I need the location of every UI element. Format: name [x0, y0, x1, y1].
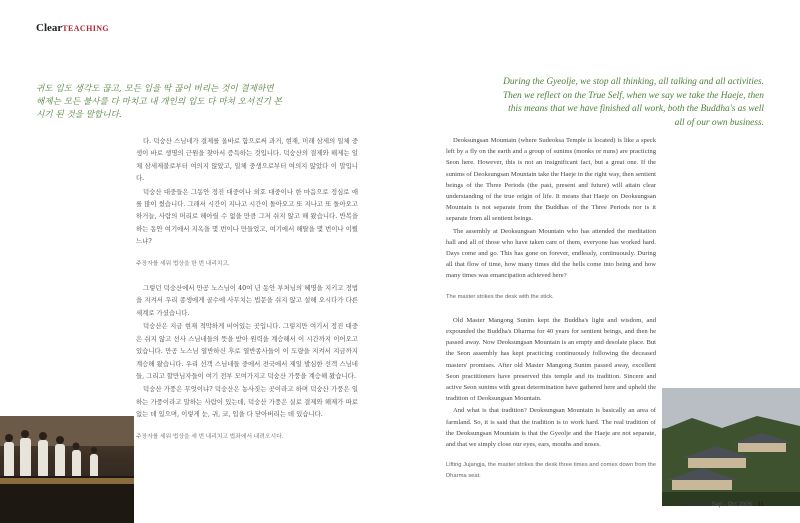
monks-photo	[0, 416, 134, 523]
page-footer	[679, 501, 764, 508]
temple-photo-illustration	[662, 388, 800, 506]
english-column	[446, 135, 656, 495]
magazine-name: Clear	[36, 22, 63, 34]
korean-pull-quote: 귀도 입도 생각도 끊고, 모든 입을 딱 끊어 버리는 것이 결제하면 해제는 모든 불사를 다 마치고 내 개인의 입도 다 마쳐 오셔진기 본시기 된 것을 말합니다.	[36, 84, 282, 120]
page-number: 11	[757, 502, 764, 508]
english-paragraph: And what is that tradition? Deoksungsan Mountain is basically an area of farmland. So, it is said that the tradition is to work hard. The real tradition of the Deoksungsan Mountain is that the Gyeolje and the Haeje are not separate, and that we simply close our eyes, ears, mouths and noses.	[446, 407, 656, 449]
temple-photo	[662, 388, 800, 506]
english-pull-quote: During the Gyeolje, we stop all thinking, all talking and all activities. Then we reflect on the True Self, when we say we take the Haeje, then this means that we have finished all work, both the Buddha's as well all of our own business.	[502, 77, 764, 128]
korean-paragraph: 덕숭산 가풍은 무엇이냐? 덕숭산은 농사짓는 곳이라고 하며 덕숭산 가풍은 일하는 가풍이라고 말하는 사람이 있는데, 덕숭산 가풍은 실로 결제와 해제가 따로 없는 데 있으며, 이렇게 눈, 귀, 코, 입을 다 닫아버리는 데 있습니다.	[136, 385, 358, 419]
english-paragraph: Old Master Mangong Sunim kept the Buddha's light and wisdom, and expounded the Buddha's Dharma for 40 years for sentient beings, and then he passed away. Now Deoksungsan Mountain is an empty and desolate place. But the Seon assembly has kept practicing continuously following the deceased masters' promises. After old Master Mangong Sunim passed away, excellent Seon practitioners have preserved this temple and its tradition. Sincere and active Seon sunims with great determination have gathered here and upheld the tradition of Deoksungsan Mountain.	[446, 316, 656, 403]
english-paragraph: Deoksungsan Mountain (where Sudeoksa Temple is located) is like a speck left by a fly on the earth and a group of sunims (monks or nuns) are practicing Seon here. However, this is not an insignificant fact, but a great one. If the sunims of Deoksungsan Mountain take the Haeje in the right way, then sentient beings of the Three Periods (the past, present and future) will attain clear understanding of the true origin of life. It means that Haeje on Deoksungsan Mountain is not separate from the Buddhas of the Three Periods nor is it separate from all sentient beings.	[446, 137, 656, 223]
english-caption: Lifting Jujangja, the master strikes the desk three times and comes down from the Dharma seat.	[446, 462, 656, 480]
korean-paragraph: 덕숭산은 지금 현재 적막하게 비어있는 곳입니다. 그렇지만 여기서 정진 대중은 쉬지 않고 선사 스님네들의 뜻을 받아 원력을 계승해서 이 시간까지 이어오고 있습니다. 만공 노스님 열반하신 후로 열반종사들이 이 도량을 지켜서 지금까지 계승해 왔습니다. 우리 선객 스님네들 중에서 전국에서 제일 발심한 선객 스님네들, 그리고 할만님자들이 여기 전부 모여가지고 덕숭산 가풍을 계승해 왔습니다.	[136, 322, 358, 380]
section-name: TEACHING	[62, 24, 110, 33]
korean-caption: 주장자를 세워 법상을 세 번 내리치고 법좌에서 내려오시다.	[136, 433, 284, 440]
footer-issue: Sep - Oct 2006	[711, 502, 752, 508]
footer-brand: ClearMind	[679, 501, 710, 508]
english-caption: The master strikes the desk with the stick.	[446, 293, 554, 300]
magazine-header	[36, 22, 109, 34]
korean-paragraph: 그렇던 덕숭산에서 만공 노스님이 40여 년 동안 부처님의 혜명을 지키고 정법을 지켜서 우리 종생에게 골수에 사무치는 법문을 쉬지 않고 설해 오시다가 다른 세계로 가셨습니다.	[136, 284, 358, 317]
korean-caption: 주장자를 세워 법상을 한 번 내리치고,	[136, 260, 230, 267]
korean-column	[136, 135, 358, 455]
korean-paragraph: 덕숭산 대중들은 그동안 정진 대중이나 외호 대중이나 한 마음으로 정심로 애를 많이 썼습니다. 그래서 시간이 지나고 시간이 돌아오고 또 지나고 또 돌아오고 하거늘, 사람의 머리로 헤아릴 수 없을 만큼 그저 쉬지 않고 해 왔습니다. 반복을 하는 동안 여기에서 지옥을 몇 번이나 만들었고, 여기에서 해탈을 몇 번이나 이뤘느냐?	[136, 187, 358, 246]
korean-paragraph: 다. 덕숭산 스님네가 결제를 올바로 함으로써 과거, 현재, 미래 삼세의 일체 중생이 바로 생명의 근원을 찾아서 증득하는 것입니다. 덕숭산의 결제와 해제는 일체 삼세제불로부터 여의지 않았고, 일체 중생으로부터 여의지 않았다 이 말입니다.	[136, 137, 358, 183]
monks-photo-illustration	[0, 416, 134, 523]
english-paragraph: The assembly at Deoksungsan Mountain who has attended the meditation hall and all of those who have taken care of them, everyone has worked hard. Days come and go. This has gone on forever, endlessly, continuously. During all that flow of time, how many times did the hells come into being and how many times was emancipation achieved here?	[446, 227, 656, 280]
